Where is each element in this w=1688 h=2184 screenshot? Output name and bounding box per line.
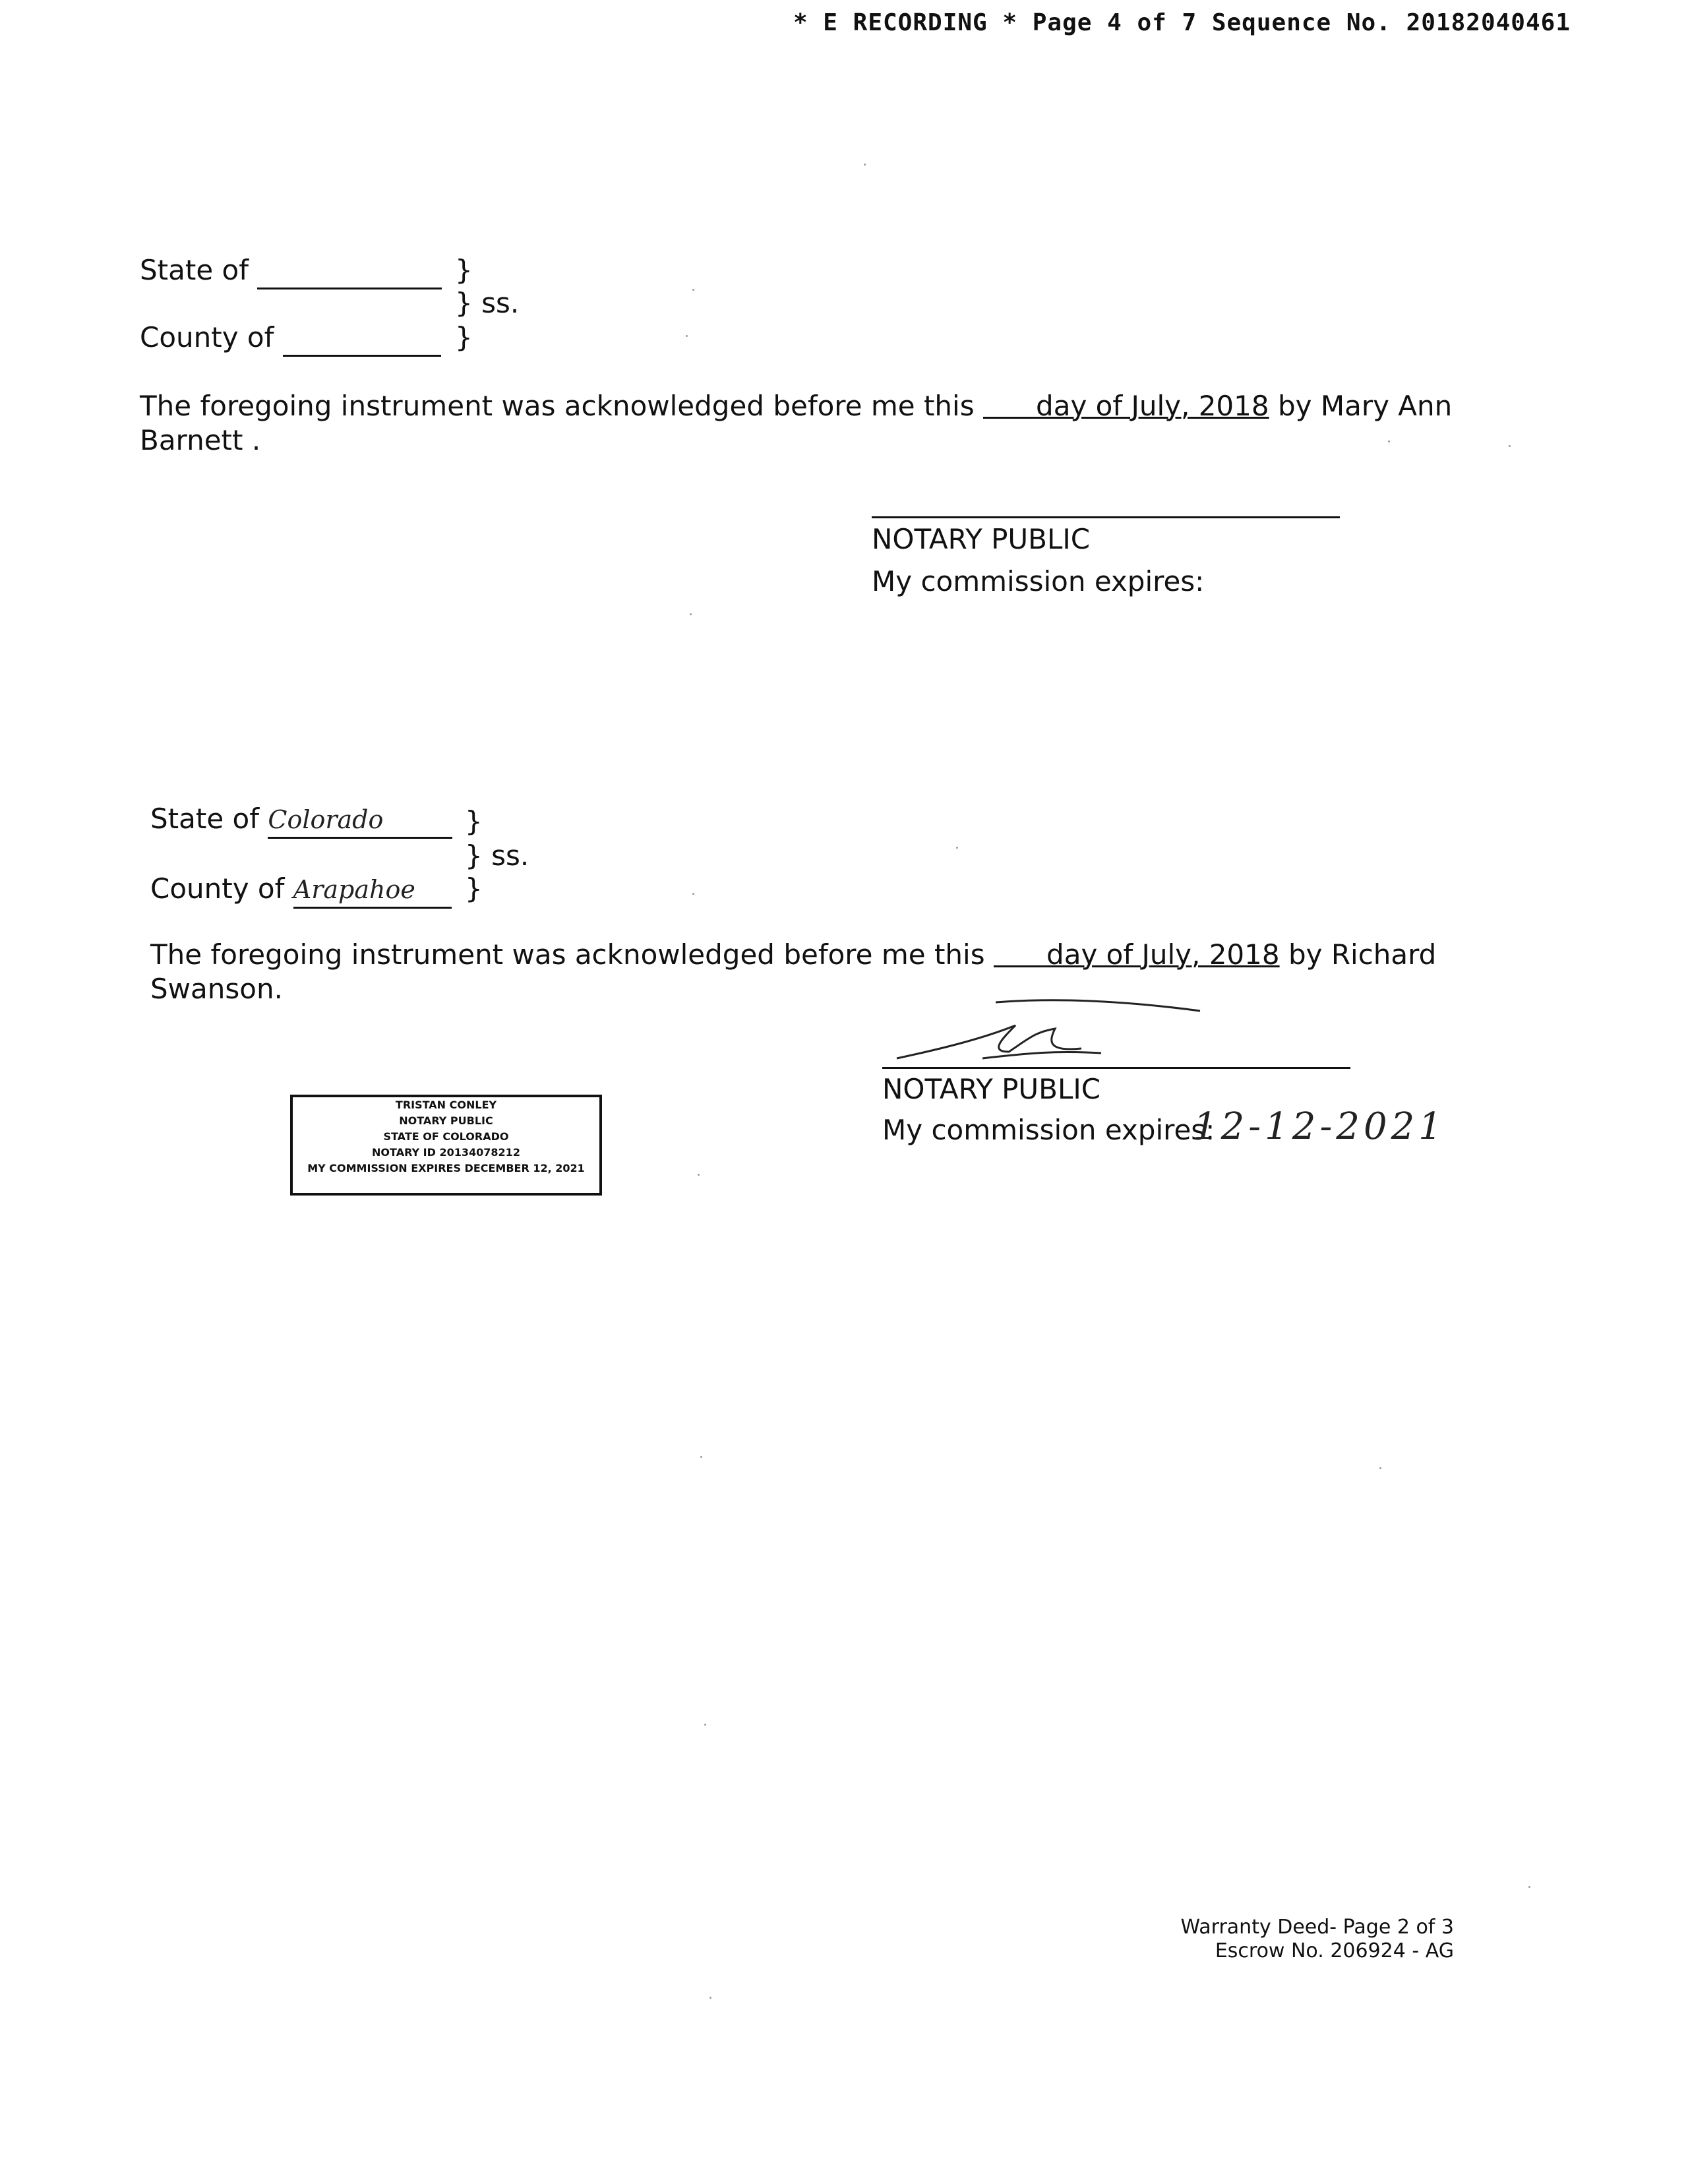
ack-name-second: Barnett . xyxy=(140,424,261,456)
brace-bottom: } xyxy=(455,321,473,353)
stamp-state: STATE OF COLORADO xyxy=(383,1130,509,1143)
signature-line xyxy=(882,1067,1350,1069)
ack-name-first: Richard xyxy=(1331,938,1437,971)
brace-bottom: } xyxy=(465,872,483,905)
state-line-2 xyxy=(150,802,452,839)
stamp-name: TRISTAN CONLEY xyxy=(395,1099,497,1111)
stamp-expiry: MY COMMISSION EXPIRES DECEMBER 12, 2021 xyxy=(307,1162,585,1174)
scan-speck xyxy=(690,613,692,615)
commission-expires-value: 12-12-2021 xyxy=(1193,1105,1446,1148)
county-label: County of xyxy=(150,872,285,905)
scan-speck xyxy=(1379,1467,1381,1469)
scan-speck xyxy=(700,1456,702,1458)
acknowledgment-text xyxy=(140,389,1452,423)
ack-prefix: The foregoing instrument was acknowledged before me this xyxy=(140,390,975,422)
recording-header: * E RECORDING * Page 4 of 7 Sequence No. 20182040461 xyxy=(793,9,1571,36)
commission-expires-label: My commission expires: xyxy=(882,1114,1215,1146)
scan-speck xyxy=(704,1724,706,1726)
page-footer xyxy=(1181,1916,1454,1963)
notary-public-label: NOTARY PUBLIC xyxy=(882,1073,1101,1105)
ack-date: day of July, 2018 xyxy=(1036,390,1269,422)
ack-name-first: Mary Ann xyxy=(1320,390,1453,422)
footer-escrow-number: Escrow No. 206924 - AG xyxy=(1215,1939,1454,1962)
county-line-2 xyxy=(150,872,452,909)
scan-speck xyxy=(1388,440,1390,442)
ss-marker: } ss. xyxy=(465,839,529,872)
ack-by: by xyxy=(1288,938,1323,971)
state-label: State of xyxy=(150,803,260,835)
notary-public-label: NOTARY PUBLIC xyxy=(872,523,1091,555)
brace-top: } xyxy=(455,254,473,286)
county-blank xyxy=(283,320,441,357)
scan-speck xyxy=(692,289,694,291)
ss-marker: } ss. xyxy=(455,287,520,319)
ack-prefix: The foregoing instrument was acknowledged before me this xyxy=(150,938,985,971)
scan-speck xyxy=(692,893,694,895)
county-line-1 xyxy=(140,320,441,357)
scan-speck xyxy=(709,1997,711,1999)
ack-date: day of July, 2018 xyxy=(1046,938,1280,971)
stamp-id: NOTARY ID 20134078212 xyxy=(372,1146,520,1159)
stamp-title: NOTARY PUBLIC xyxy=(399,1114,493,1127)
ack-name-second: Swanson. xyxy=(150,973,283,1005)
scan-speck xyxy=(686,335,688,337)
scan-speck xyxy=(698,1174,700,1176)
scan-speck xyxy=(1528,1886,1530,1888)
ack-by: by xyxy=(1277,390,1312,422)
state-label: State of xyxy=(140,254,249,286)
scan-speck xyxy=(1509,445,1511,447)
acknowledgment-text xyxy=(150,938,1436,972)
scan-speck xyxy=(956,847,958,849)
signature-line xyxy=(872,516,1340,518)
state-blank xyxy=(257,253,442,289)
notary-signature-icon xyxy=(884,992,1213,1072)
county-value: Arapahoe xyxy=(293,872,452,909)
notary-stamp xyxy=(290,1095,602,1196)
state-line-1 xyxy=(140,253,442,289)
commission-expires-label: My commission expires: xyxy=(872,565,1205,597)
brace-top: } xyxy=(465,805,483,837)
footer-document-page: Warranty Deed- Page 2 of 3 xyxy=(1180,1916,1454,1939)
scan-speck xyxy=(864,164,866,166)
county-label: County of xyxy=(140,321,274,353)
state-value: Colorado xyxy=(268,803,452,839)
